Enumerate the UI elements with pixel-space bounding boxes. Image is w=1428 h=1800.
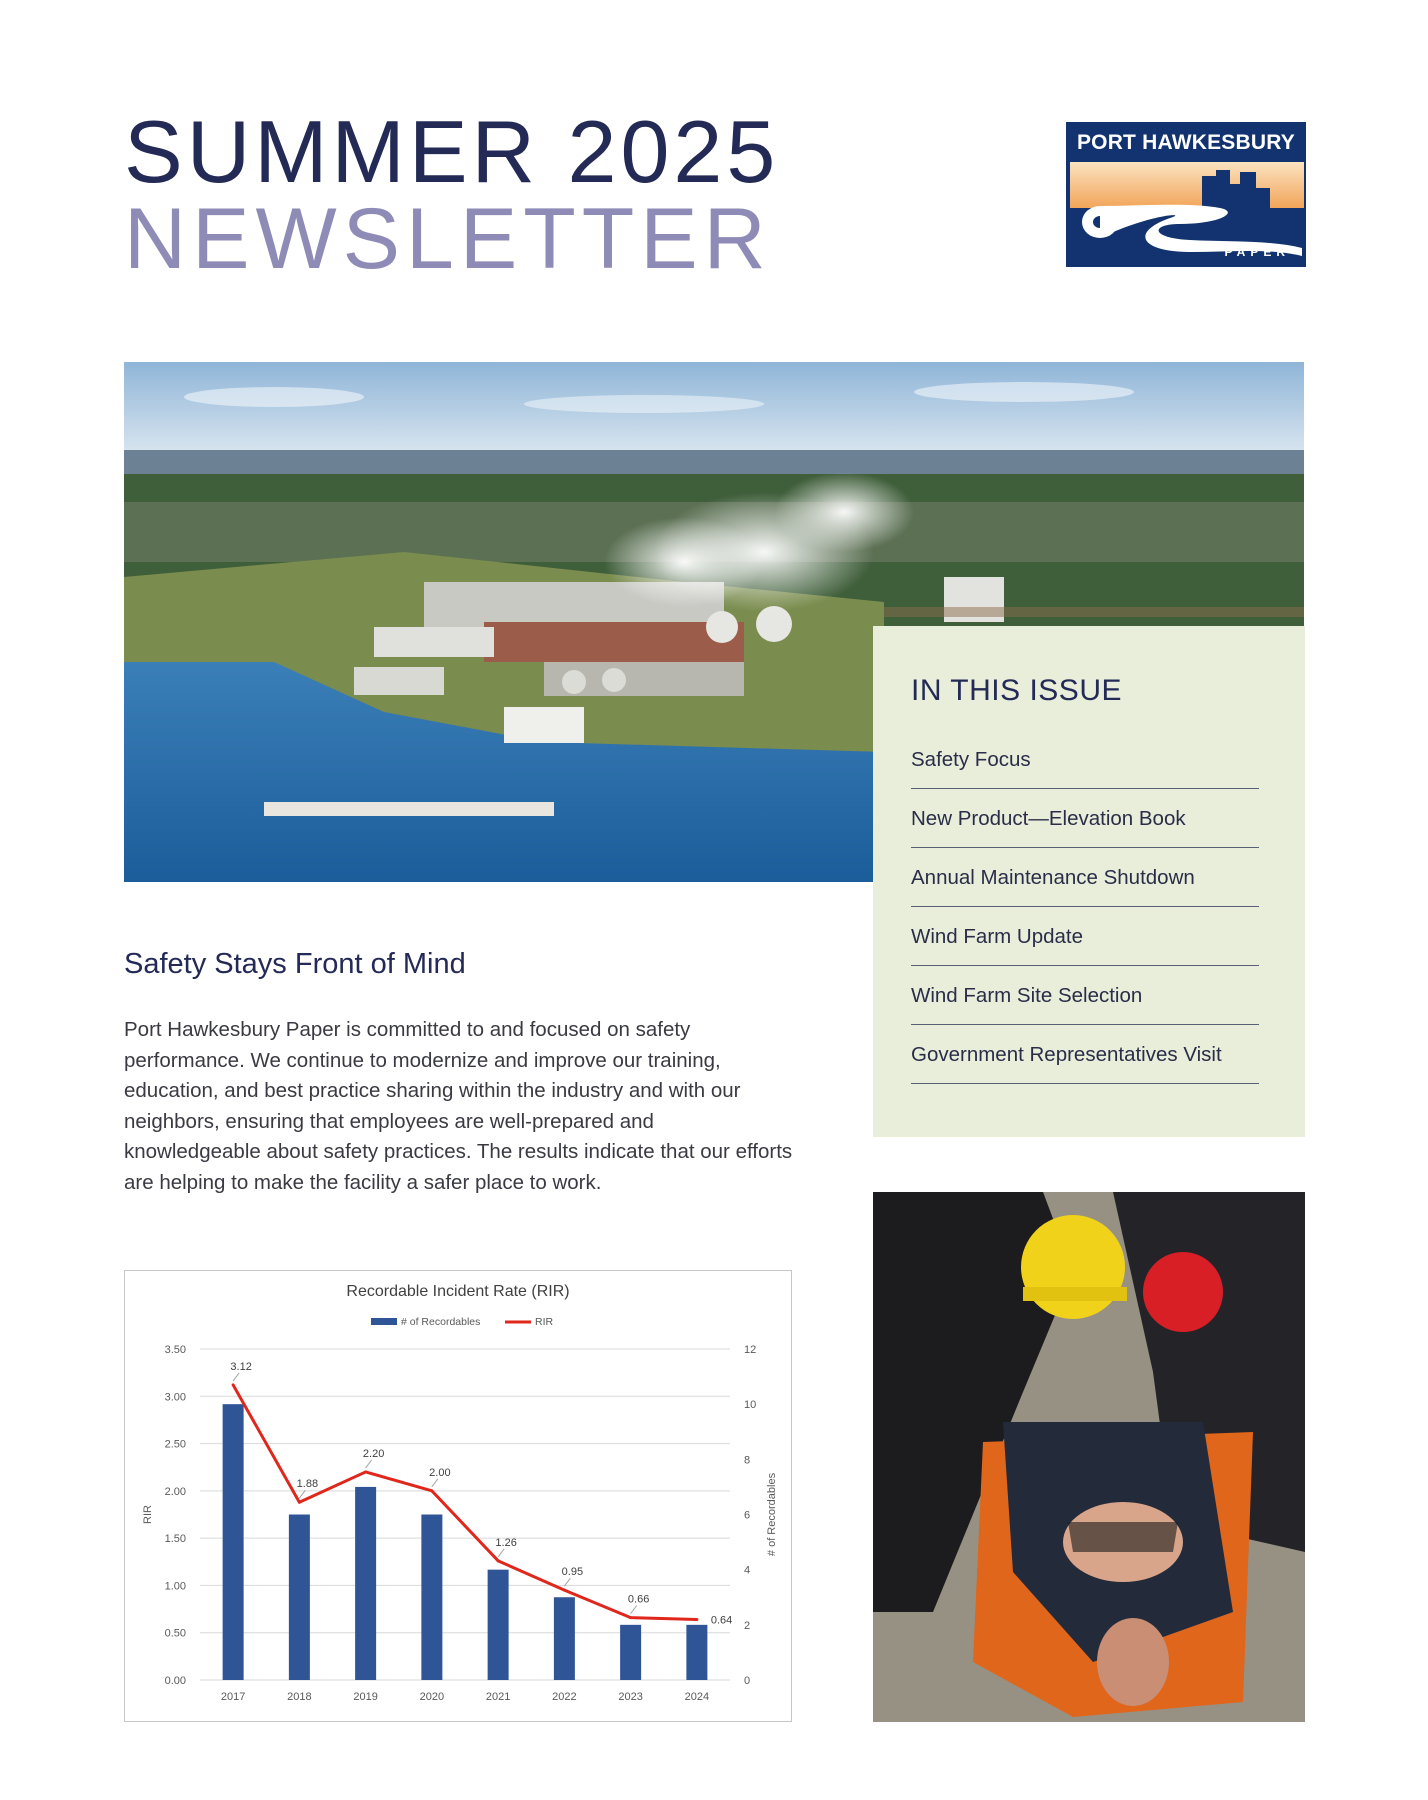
x-tick-label: 2020 [419,1691,445,1703]
toc-item-wind-farm-site[interactable]: Wind Farm Site Selection [911,966,1259,1025]
article-body: Port Hawkesbury Paper is committed to and focused on safety performance. We continue to modernize and improve our training, education, and best practice sharing within the industry and with our neighbors, ensuring that employees are well-prepared and knowledgeable about safety practices. The results indicate that our efforts are helping to make the facility a safer place to work. [124,1018,793,1194]
toc-heading: IN THIS ISSUE [911,674,1122,707]
data-label-leader [366,1460,372,1468]
bar-recordables [554,1597,575,1680]
rir-chart [124,1270,792,1722]
rir-point [430,1489,433,1492]
chart-title: Recordable Incident Rate (RIR) [346,1283,570,1300]
toc-item-new-product[interactable]: New Product—Elevation Book [911,789,1259,848]
x-tick-label: 2019 [353,1691,378,1703]
x-tick-label: 2022 [552,1691,577,1703]
y2-tick-label: 10 [744,1399,757,1412]
y-tick-label: 2.50 [164,1438,186,1451]
x-tick-label: 2024 [684,1691,710,1703]
toc-item-safety-focus[interactable]: Safety Focus [911,746,1259,789]
rir-point [563,1589,566,1592]
rir-point [629,1616,632,1619]
newsletter-title-season: SUMMER 2025 [124,102,780,201]
in-this-issue-panel [873,626,1305,1137]
toc-item-maintenance-shutdown[interactable]: Annual Maintenance Shutdown [911,848,1259,907]
x-tick-label: 2023 [618,1691,643,1703]
rir-data-label: 0.64 [710,1614,733,1627]
y-tick-label: 3.50 [164,1344,186,1356]
bar-recordables [686,1625,707,1680]
bar-recordables [421,1515,442,1681]
rir-chart-svg [125,1271,793,1723]
bar-recordables [289,1515,310,1681]
bar-recordables [488,1570,509,1680]
y-tick-label: 1.50 [164,1533,186,1546]
bar-recordables [223,1404,244,1680]
rir-data-label: 1.88 [296,1478,319,1491]
y-tick-label: 0.50 [164,1627,186,1640]
rir-point [364,1470,367,1473]
rir-data-label: 2.20 [362,1447,385,1460]
y2-tick-label: 6 [744,1509,751,1522]
y2-tick-label: 2 [744,1619,751,1632]
y2-axis-title: # of Recordables [766,1472,778,1557]
x-tick-label: 2018 [287,1691,312,1703]
y-tick-label: 3.00 [164,1391,186,1404]
rir-data-label: 0.95 [561,1566,584,1579]
data-label-leader [498,1549,504,1557]
y-tick-label: 0.00 [164,1675,186,1687]
logo-paper-word: PAPER [1224,245,1290,259]
y-tick-label: 2.00 [164,1485,186,1498]
data-label-leader [299,1490,305,1498]
company-logo [1066,122,1306,267]
rir-point [298,1501,301,1504]
rescue-training-photo [873,1192,1305,1722]
data-label-leader [631,1606,637,1614]
rir-data-label: 2.00 [429,1466,451,1479]
toc-item-government-visit[interactable]: Government Representatives Visit [911,1025,1259,1084]
x-tick-label: 2021 [485,1691,511,1703]
y2-tick-label: 8 [744,1454,751,1467]
y-tick-label: 1.00 [164,1580,186,1593]
data-label-leader [233,1373,239,1381]
logo-company-name: PORT HAWKESBURY [1076,131,1296,154]
x-tick-label: 2017 [220,1691,246,1703]
legend-label-rir: RIR [535,1316,554,1328]
article-heading: Safety Stays Front of Mind [124,948,466,980]
rir-data-label: 3.12 [230,1360,252,1373]
rir-data-label: 0.66 [627,1593,650,1606]
newsletter-title-word: NEWSLETTER [124,191,772,287]
rir-point [695,1618,698,1621]
toc-item-wind-farm-update[interactable]: Wind Farm Update [911,907,1259,966]
y2-tick-label: 12 [744,1344,757,1356]
bar-recordables [620,1625,641,1680]
legend-label-recordables: # of Recordables [401,1316,481,1328]
toc-list [911,746,1259,1084]
bar-recordables [355,1487,376,1680]
y2-tick-label: 0 [744,1675,751,1687]
rir-point [497,1559,500,1562]
data-label-leader [432,1479,438,1487]
y2-tick-label: 4 [744,1564,751,1577]
legend-swatch-recordables [371,1318,397,1325]
y-axis-title: RIR [142,1505,154,1524]
rir-data-label: 1.26 [495,1536,517,1549]
rir-point [232,1383,235,1386]
